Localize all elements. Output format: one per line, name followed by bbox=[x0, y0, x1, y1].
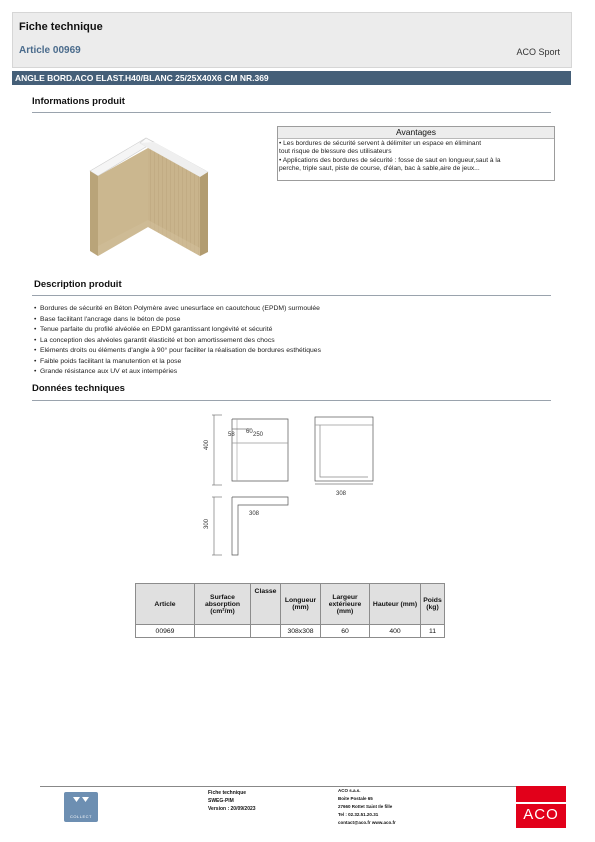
footer-line: Fiche technique bbox=[208, 790, 247, 796]
col-header-surface: Surface absorption (cm²/m) bbox=[195, 584, 251, 625]
footer-line: 27660 Rottet Saint Ile fille bbox=[338, 804, 393, 809]
advantages-title: Avantages bbox=[278, 127, 554, 139]
footer-line: Tel : 02.32.51.20.31 bbox=[338, 812, 379, 817]
technical-drawing bbox=[200, 405, 400, 565]
footer-line: ACO s.a.s. bbox=[338, 788, 361, 793]
col-header-poids: Poids (kg) bbox=[421, 584, 445, 625]
list-item-text: Faible poids facilitant la manutention et la pose bbox=[40, 357, 182, 365]
footer-line: Version : 20/09/2023 bbox=[208, 806, 256, 812]
table-row bbox=[136, 625, 445, 638]
technical-table bbox=[135, 583, 445, 638]
article-number: Article 00969 bbox=[19, 45, 81, 56]
collect-logo bbox=[64, 792, 98, 822]
footer-line: contact@aco.fr www.aco.fr bbox=[338, 820, 396, 825]
dim-label-308-plan: 308 bbox=[336, 491, 347, 497]
list-item-text: La conception des alvéoles garantit élasticité et bon amortissement des chocs bbox=[40, 336, 275, 344]
dim-label-60: 60 bbox=[246, 429, 253, 435]
dim-label-308-side: 308 bbox=[249, 511, 260, 517]
list-item: • Bordures de sécurité en Béton Polymère avec unesurface en caoutchouc (EPDM) surmoulée bbox=[34, 305, 320, 312]
footer-rule bbox=[40, 786, 559, 787]
footer-company-info bbox=[338, 787, 396, 827]
col-header-largeur: Largeur extérieure (mm) bbox=[321, 584, 370, 625]
table-cell: 308x308 bbox=[281, 625, 321, 638]
list-item: • La conception des alvéoles garantit élasticité et bon amortissement des chocs bbox=[34, 336, 275, 344]
col-header-longueur: Longueur (mm) bbox=[281, 584, 321, 625]
document-title: Fiche technique bbox=[19, 21, 103, 33]
section-rule-description bbox=[32, 295, 551, 296]
list-item: • Grande résistance aux UV et aux intempéries bbox=[34, 368, 178, 375]
advantages-line: • Les bordures de sécurité servent à délimiter un espace en éliminant bbox=[279, 140, 482, 147]
advantages-line: • Applications des bordures de sécurité : fosse de saut en longueur,saut à la bbox=[279, 156, 501, 164]
table-cell: 60 bbox=[321, 625, 370, 638]
section-rule-info bbox=[32, 112, 551, 113]
list-item: • Base facilitant l'ancrage dans le béton de pose bbox=[34, 315, 181, 323]
table-cell bbox=[195, 625, 251, 638]
section-title-info: Informations produit bbox=[32, 96, 125, 107]
list-item-text: Tenue parfaite du profilé alvéolée en EPDM garantissant longévité et sécurité bbox=[40, 326, 273, 333]
aco-logo-text: ACO bbox=[523, 806, 559, 823]
table-cell bbox=[251, 625, 281, 638]
list-item-text: Grande résistance aux UV et aux intempéries bbox=[40, 368, 178, 375]
advantages-text bbox=[279, 140, 553, 173]
list-item: • Faible poids facilitant la manutention et la pose bbox=[34, 357, 182, 365]
list-item: • Tenue parfaite du profilé alvéolée en EPDM garantissant longévité et sécurité bbox=[34, 326, 273, 333]
list-item-text: Bordures de sécurité en Béton Polymère avec unesurface en caoutchouc (EPDM) surmoulée bbox=[40, 305, 320, 312]
table-cell: 00969 bbox=[136, 625, 195, 638]
advantages-line: perche, triple saut, piste de course, d'élan, bac à sable,aire de jeux... bbox=[279, 164, 480, 172]
dim-label-300: 300 bbox=[204, 518, 210, 529]
section-title-technical: Données techniques bbox=[32, 383, 125, 394]
logo-caption: COLLECT bbox=[70, 814, 92, 819]
product-image bbox=[82, 128, 222, 270]
dim-label-400: 400 bbox=[204, 439, 210, 450]
table-cell: 11 bbox=[421, 625, 445, 638]
table-header-row bbox=[136, 584, 445, 625]
col-header-article: Article bbox=[136, 584, 195, 625]
product-name: ANGLE BORD.ACO ELAST.H40/BLANC 25/25X40X6 CM NR.369 bbox=[15, 73, 269, 83]
description-list bbox=[34, 304, 554, 378]
aco-logo bbox=[516, 786, 566, 828]
advantages-line: tout risque de blessure des utilisateurs bbox=[279, 148, 392, 156]
footer-line: SWEG-PIM bbox=[208, 798, 234, 804]
section-rule-technical bbox=[32, 400, 551, 401]
drain-icon bbox=[64, 792, 98, 814]
footer-line: Boite Postale 65 bbox=[338, 796, 373, 801]
dim-label-58: 58 bbox=[228, 432, 235, 438]
dim-label-250: 250 bbox=[253, 432, 264, 438]
section-title-description: Description produit bbox=[34, 279, 122, 290]
list-item: • Eléments droits ou éléments d'angle à 90° pour faciliter la réalisation de bordures esthétiques bbox=[34, 347, 321, 354]
col-header-classe: Classe bbox=[251, 584, 281, 625]
col-header-hauteur: Hauteur (mm) bbox=[370, 584, 421, 625]
brand-line: ACO Sport bbox=[516, 47, 560, 57]
list-item-text: Base facilitant l'ancrage dans le béton de pose bbox=[40, 315, 181, 323]
aco-logo-stripe bbox=[516, 802, 566, 804]
list-item-text: Eléments droits ou éléments d'angle à 90° pour faciliter la réalisation de bordures esthétiques bbox=[40, 347, 321, 354]
footer-doc-info bbox=[208, 789, 256, 813]
table-cell: 400 bbox=[370, 625, 421, 638]
